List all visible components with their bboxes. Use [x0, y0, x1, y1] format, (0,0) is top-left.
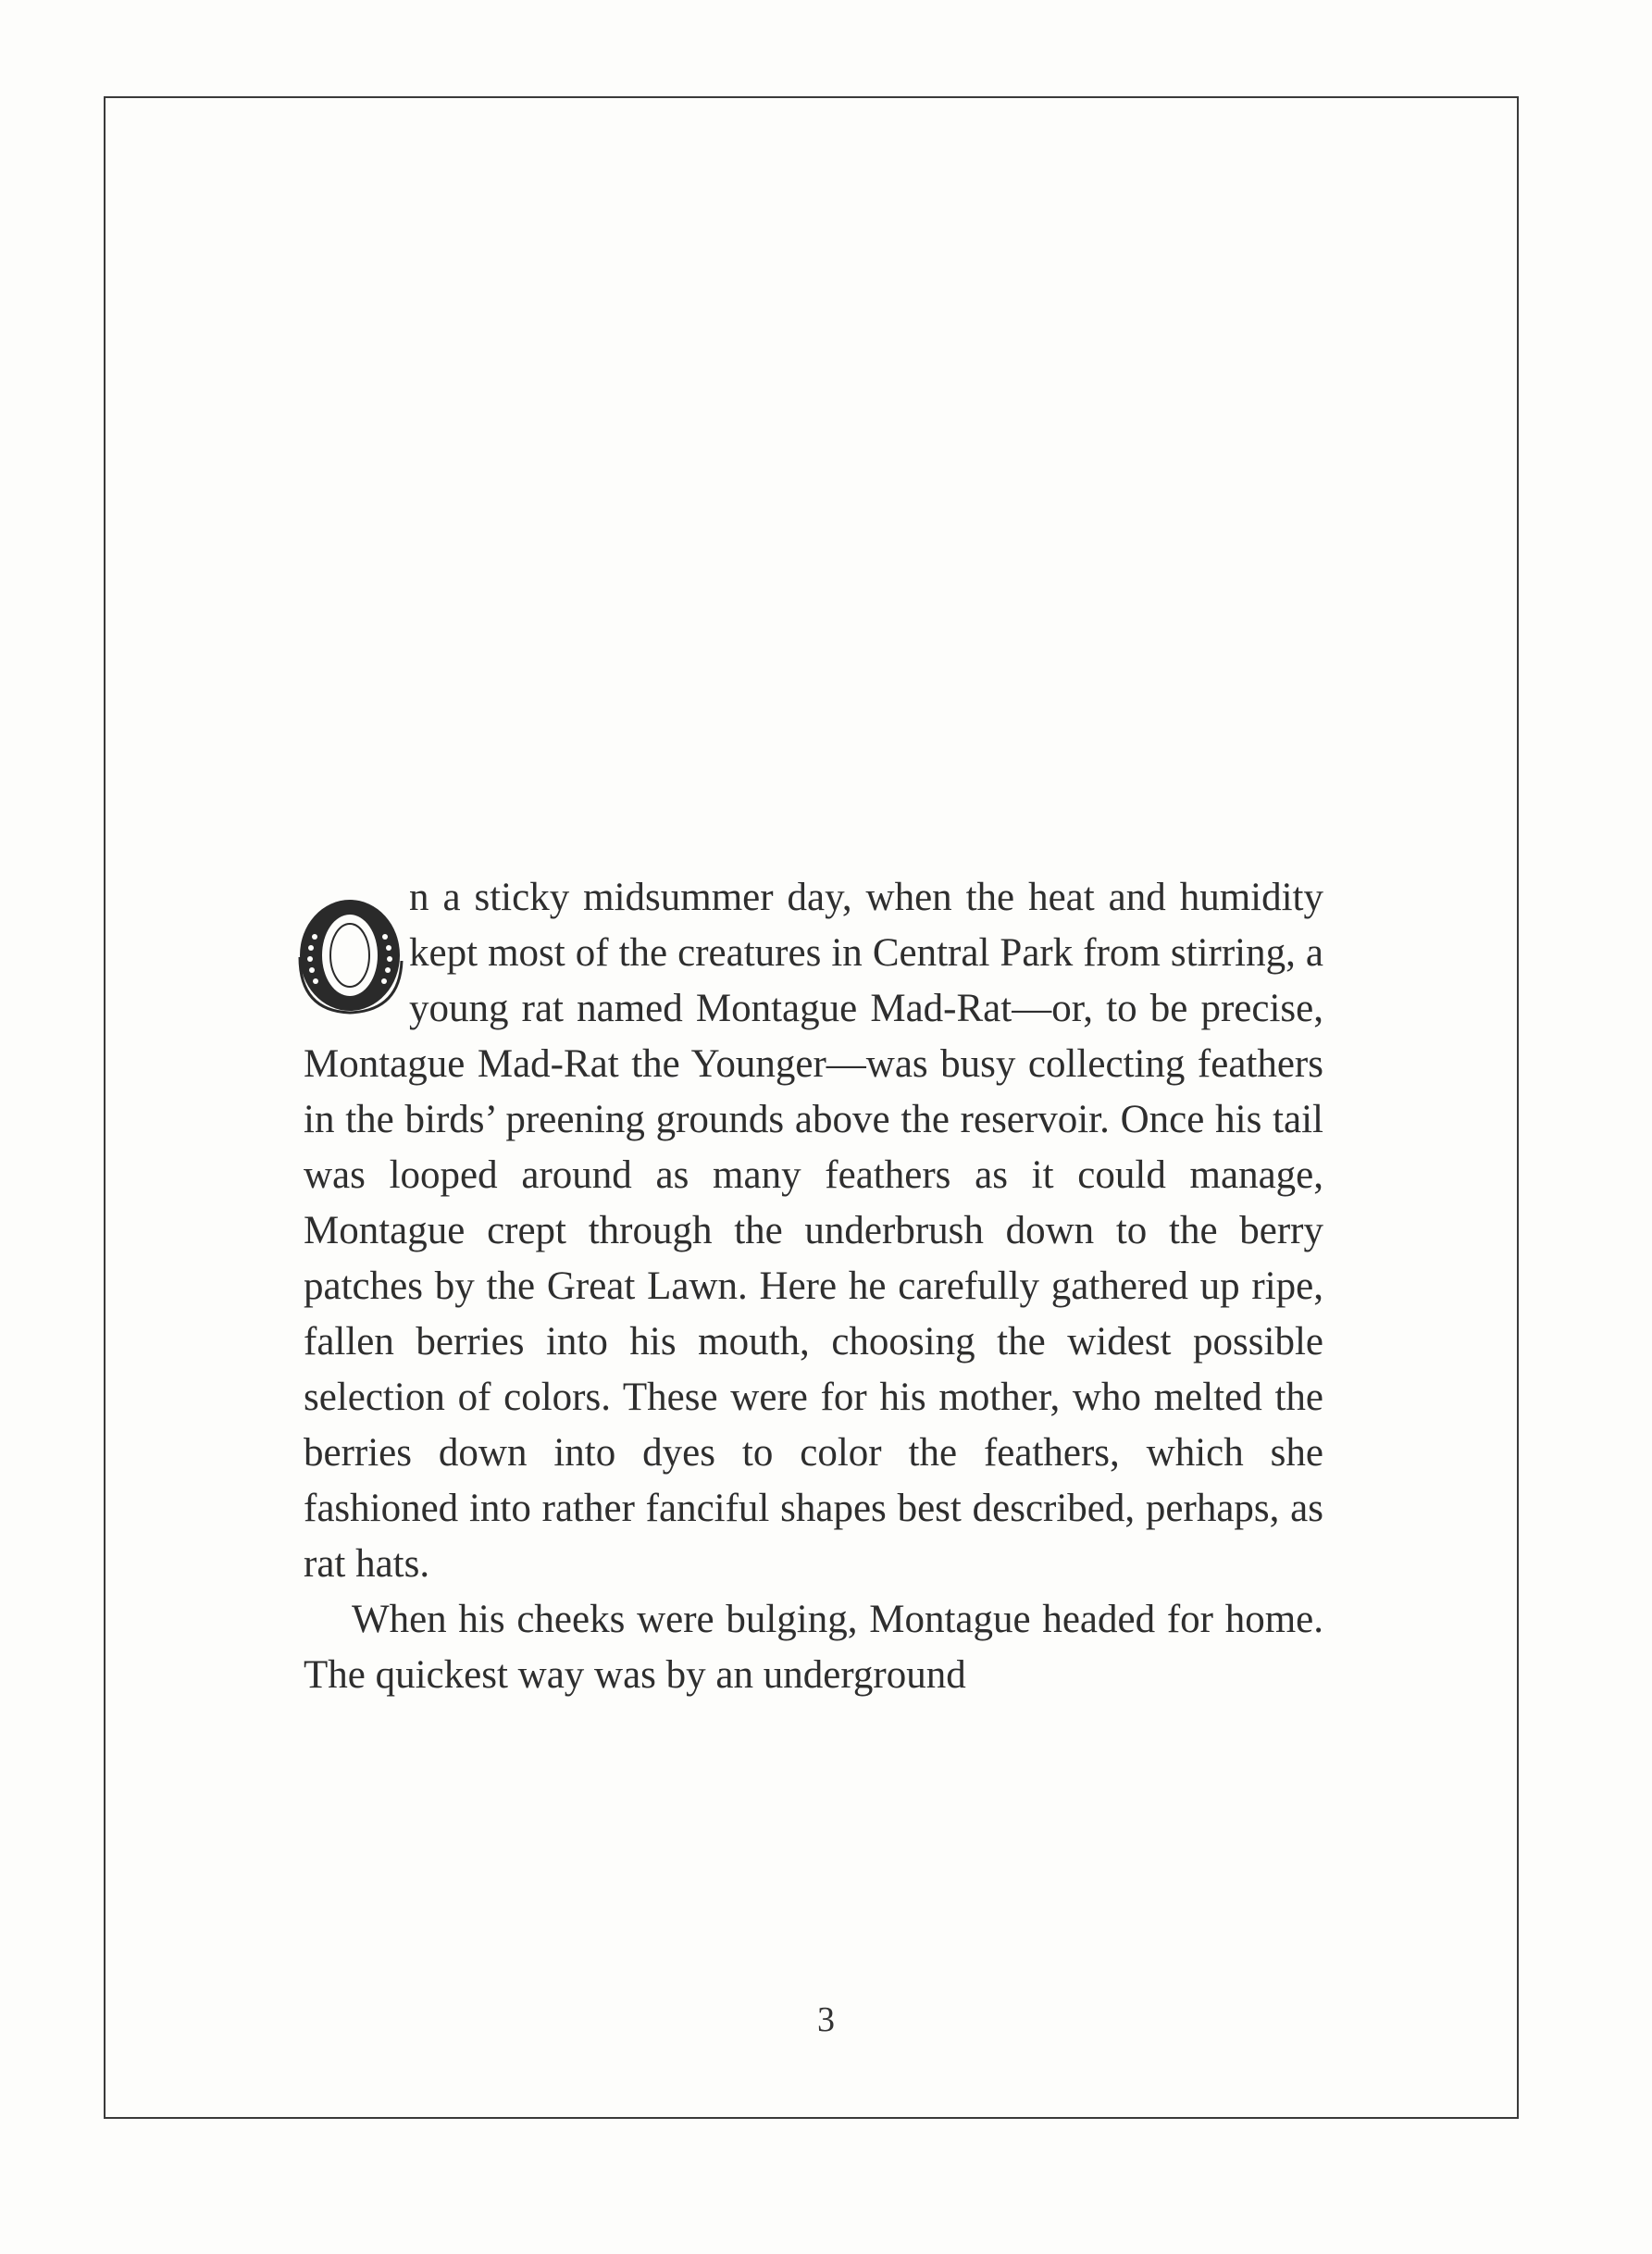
paragraph-1-text: n a sticky midsummer day, when the heat and humidity kept most of the creatures in Central Park from stirring, a young rat named Montague Mad-Rat—or, to be precise, Montague Mad-Rat the Younger—was busy collecting feathers in the birds’ preening grounds above the reservoir. Once his tail was looped around as many feathers as it could manage, Montague crept through the underbrush down to the berry patches by the Great Lawn. Here he carefully gathered up ripe, fallen berries into his mouth, choosing the widest possible selection of colors. These were for his mother, who melted the berries down into dyes to color the feathers, which she fashioned into rather fanciful shapes best described, perhaps, as rat hats. — [304, 876, 1323, 1586]
drop-cap-o — [292, 892, 409, 1016]
ornamental-o-icon — [292, 892, 409, 1016]
paragraph-1 — [304, 870, 1323, 1592]
paragraph-2: When his cheeks were bulging, Montague headed for home. The quickest way was by an underground — [304, 1598, 1323, 1697]
story-text — [304, 870, 1323, 1703]
page-number: 3 — [817, 2000, 835, 2039]
